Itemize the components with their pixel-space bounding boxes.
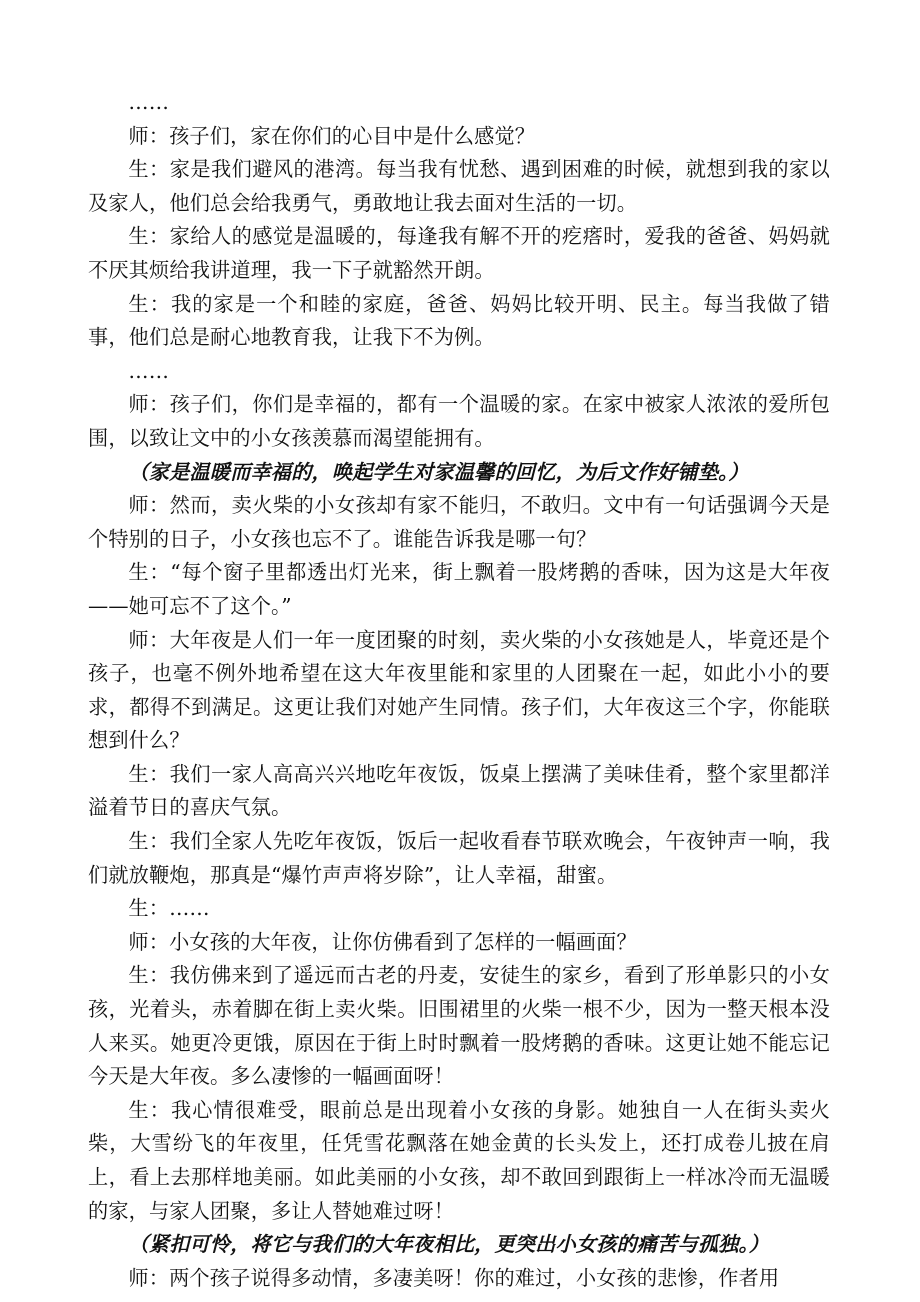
document-page (88, 86, 830, 1295)
student-answer: 生：我仿佛来到了遥远而古老的丹麦，安徒生的家乡，看到了形单影只的小女孩，光着头，赤着脚在街上卖火柴。旧围裙里的火柴一根不少，因为一整天根本没人来买。她更冷更饿，原因在于街上时时飘着一股烤鹅的香味。这更让她不能忘记今天是大年夜。多么凄惨的一幅画面呀！ (88, 963, 830, 1089)
teacher-question: 师：孩子们，家在你们的心目中是什么感觉？ (128, 123, 536, 148)
teaching-note: （紧扣可怜，将它与我们的大年夜相比，更突出小女孩的痛苦与孤独。） (128, 1232, 770, 1257)
student-answer: 生：…… (128, 896, 210, 921)
teacher-question: 师：小女孩的大年夜，让你仿佛看到了怎样的一幅画面？ (128, 929, 637, 954)
student-answer: 生：我心情很难受，眼前总是出现着小女孩的身影。她独自一人在街头卖火柴，大雪纷飞的年夜里，任凭雪花飘落在她金黄的长头发上，还打成卷儿披在肩上，看上去那样地美丽。如此美丽的小女孩，却不敢回到跟街上一样冰冷而无温暖的家，与家人团聚，多让人替她难过呀！ (88, 1097, 830, 1223)
student-answer: 生：家给人的感觉是温暖的，每逢我有解不开的疙瘩时，爱我的爸爸、妈妈就不厌其烦给我讲道理，我一下子就豁然开朗。 (88, 224, 830, 282)
teaching-note: （家是温暖而幸福的，唤起学生对家温馨的回忆，为后文作好铺垫。） (128, 459, 749, 484)
student-answer: 生：我们一家人高高兴兴地吃年夜饭，饭桌上摆满了美味佳肴，整个家里都洋溢着节日的喜庆气氛。 (88, 761, 830, 820)
student-answer: 生：“每个窗子里都透出灯光来，街上飘着一股烤鹅的香味，因为这是大年夜——她可忘不了这个。” (88, 560, 830, 618)
ellipsis-line: …… (128, 90, 170, 114)
teacher-remark: 师：孩子们，你们是幸福的，都有一个温暖的家。在家中被家人浓浓的爱所包围，以致让文中的小女孩羡慕而渴望能拥有。 (88, 392, 830, 450)
teacher-remark: 师：两个孩子说得多动情，多凄美呀！你的难过，小女孩的悲惨，作者用 (128, 1265, 780, 1290)
teacher-question: 师：然而，卖火柴的小女孩却有家不能归，不敢归。文中有一句话强调今天是个特别的日子，小女孩也忘不了。谁能告诉我是哪一句？ (88, 493, 830, 551)
student-answer: 生：我们全家人先吃年夜饭，饭后一起收看春节联欢晚会，午夜钟声一响，我们就放鞭炮，那真是“爆竹声声将岁除”，让人幸福，甜蜜。 (88, 829, 830, 887)
ellipsis-line: …… (128, 358, 170, 383)
teacher-remark: 师：大年夜是人们一年一度团聚的时刻，卖火柴的小女孩她是人，毕竟还是个孩子，也毫不例外地希望在这大年夜里能和家里的人团聚在一起，如此小小的要求，都得不到满足。这更让我们对她产生同情。孩子们，大年夜这三个字，你能联想到什么？ (88, 627, 830, 753)
student-answer: 生：我的家是一个和睦的家庭，爸爸、妈妈比较开明、民主。每当我做了错事，他们总是耐心地教育我，让我下不为例。 (88, 291, 830, 350)
student-answer: 生：家是我们避风的港湾。每当我有忧愁、遇到困难的时候，就想到我的家以及家人，他们总会给我勇气，勇敢地让我去面对生活的一切。 (88, 157, 830, 215)
